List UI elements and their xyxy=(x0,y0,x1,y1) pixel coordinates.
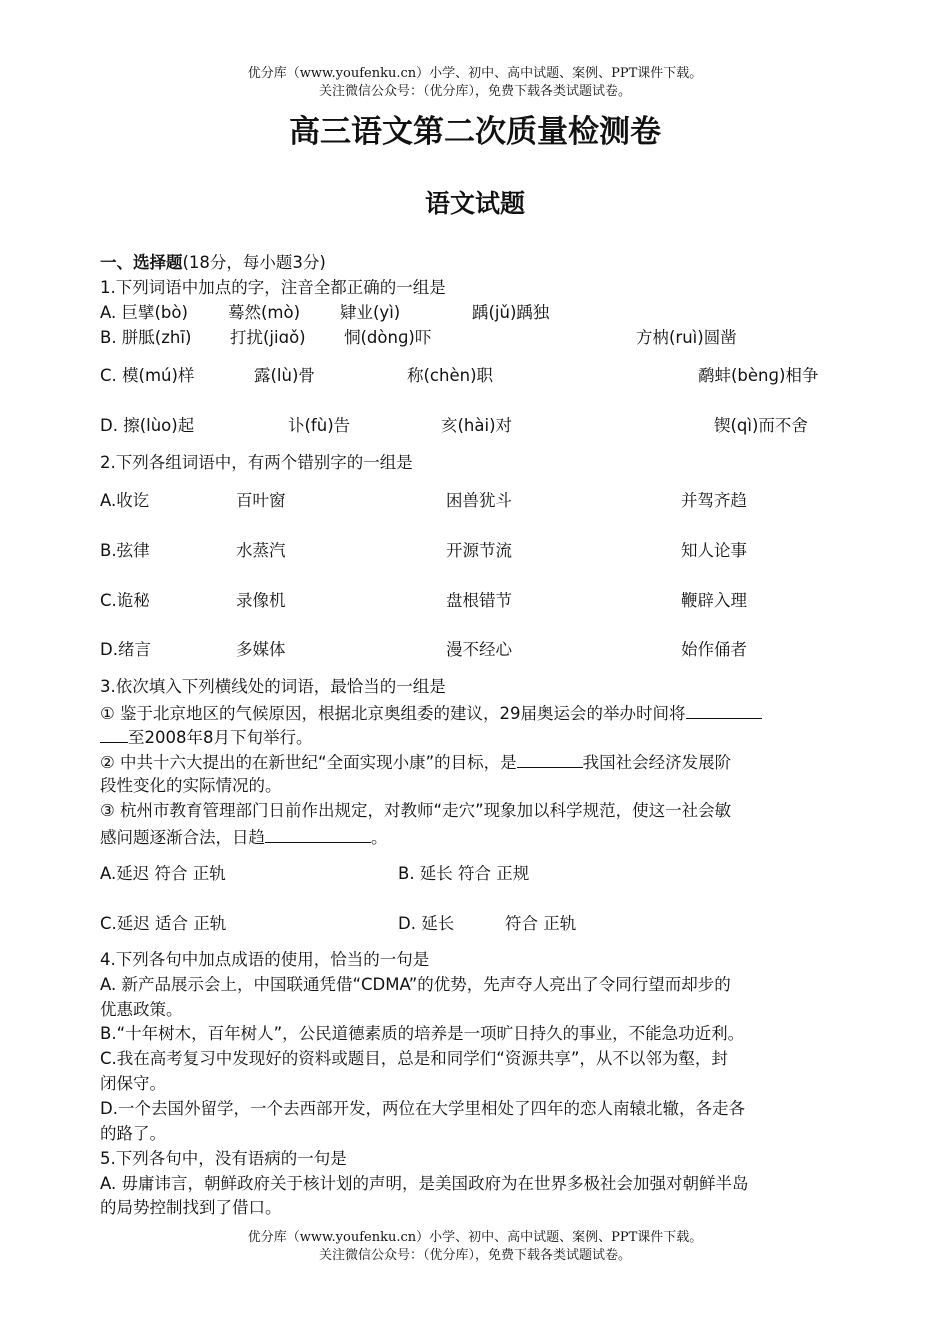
q2-c-1: C.诡秘 xyxy=(100,591,150,610)
q3-option-d-1: D. 延长 xyxy=(398,914,455,933)
q1-b-1: B. 胼胝(zhī) xyxy=(100,328,192,347)
q1-stem: 1.下列词语中加点的字，注音全都正确的一组是 xyxy=(100,278,446,297)
q3-sentence-1 xyxy=(100,702,762,724)
q4-option-d: D.一个去国外留学，一个去西部开发，两位在大学里相处了四年的恋人南辕北辙，各走各 xyxy=(100,1099,745,1118)
header-line-1: 优分库（www.youfenku.cn）小学、初中、高中试题、案例、PPT课件下载。 xyxy=(247,66,703,81)
q3-blank-2 xyxy=(517,751,583,768)
q1-b-4: 方枘(ruì)圆凿 xyxy=(636,328,737,347)
q1-c-3: 称(chèn)职 xyxy=(407,366,494,385)
q4-option-c-cont: 闭保守。 xyxy=(100,1074,166,1093)
page-subtitle: 语文试题 xyxy=(424,189,525,218)
q2-b-4: 知人论事 xyxy=(681,541,747,560)
q5-option-a-cont: 的局势控制找到了借口。 xyxy=(100,1198,282,1217)
q1-a-2: 蓦然(mò) xyxy=(228,303,301,322)
q2-b-1: B.弦律 xyxy=(100,541,150,560)
q4-option-a-cont: 优惠政策。 xyxy=(100,1000,183,1019)
q3-blank-1b xyxy=(100,726,128,743)
section-note: (18分，每小题3分) xyxy=(182,253,326,272)
q1-a-1: A. 巨擘(bò) xyxy=(100,303,188,322)
q1-d-2: 讣(fù)告 xyxy=(288,416,351,435)
q1-a-3: 肄业(yì) xyxy=(340,303,401,322)
q3-option-a: A.延迟 符合 正轨 xyxy=(100,864,226,883)
q2-stem: 2.下列各组词语中，有两个错别字的一组是 xyxy=(100,453,413,472)
q3-s1-tail: 至2008年8月下旬举行。 xyxy=(128,728,313,747)
q3-option-d-2: 符合 正轨 xyxy=(505,914,577,933)
q2-a-2: 百叶窗 xyxy=(236,491,286,510)
q1-b-3: 恫(dònɡ)吓 xyxy=(344,328,432,347)
q3-stem: 3.依次填入下列横线处的词语，最恰当的一组是 xyxy=(100,677,446,696)
q3-blank-3 xyxy=(265,826,371,843)
q1-d-1: D. 擦(lùo)起 xyxy=(100,416,195,435)
footer-line-1: 优分库（www.youfenku.cn）小学、初中、高中试题、案例、PPT课件下载。 xyxy=(247,1230,703,1245)
q1-a-4: 踽(jǔ)踽独 xyxy=(472,303,550,322)
q3-s3-text: 感问题逐渐合法，日趋 xyxy=(100,828,265,847)
q4-option-d-cont: 的路了。 xyxy=(100,1124,166,1143)
q4-stem: 4.下列各句中加点成语的使用，恰当的一句是 xyxy=(100,950,430,969)
q2-a-3: 困兽犹斗 xyxy=(446,491,512,510)
q3-sentence-3-cont xyxy=(100,826,388,848)
q3-s1-text: ① 鉴于北京地区的气候原因，根据北京奥组委的建议，29届奥运会的举办时间将 xyxy=(100,704,686,723)
header-line-2: 关注微信公众号：（优分库），免费下载各类试题试卷。 xyxy=(318,84,631,99)
q2-d-3: 漫不经心 xyxy=(446,640,512,659)
q1-d-3: 亥(hài)对 xyxy=(441,416,513,435)
q1-d-4: 锲(qì)而不舍 xyxy=(714,416,808,435)
q4-option-b: B.“十年树木，百年树人”，公民道德素质的培养是一项旷日持久的事业，不能急功近利。 xyxy=(100,1024,745,1043)
q3-option-b: B. 延长 符合 正规 xyxy=(398,864,530,883)
q3-sentence-2 xyxy=(100,751,731,773)
q1-b-2: 打扰(jiɑǒ) xyxy=(230,328,306,347)
q5-option-a: A. 毋庸讳言，朝鲜政府关于核计划的声明，是美国政府为在世界多极社会加强对朝鲜半岛 xyxy=(100,1174,749,1193)
q2-c-2: 录像机 xyxy=(236,591,286,610)
q3-sentence-2-cont: 段性变化的实际情况的。 xyxy=(100,776,282,795)
q2-c-4: 鞭辟入理 xyxy=(681,591,747,610)
page-title: 高三语文第二次质量检测卷 xyxy=(289,114,661,150)
q2-d-1: D.绪言 xyxy=(100,640,151,659)
q3-s2-text: ② 中共十六大提出的在新世纪“全面实现小康”的目标，是 xyxy=(100,753,517,772)
q3-s2-tail: 我国社会经济发展阶 xyxy=(582,753,732,772)
section-heading xyxy=(100,253,326,273)
q3-option-c: C.延迟 适合 正轨 xyxy=(100,914,227,933)
section-title: 一、选择题 xyxy=(100,253,183,272)
q1-c-4: 鹬蚌(bènɡ)相争 xyxy=(698,366,819,385)
q2-a-1: A.收讫 xyxy=(100,491,150,510)
q4-option-c: C.我在高考复习中发现好的资料或题目，总是和同学们“资源共享”，从不以邻为壑，封 xyxy=(100,1049,728,1068)
q3-sentence-1-cont xyxy=(100,726,313,748)
q2-b-2: 水蒸汽 xyxy=(236,541,286,560)
q1-c-2: 露(lù)骨 xyxy=(254,366,315,385)
q2-a-4: 并驾齐趋 xyxy=(681,491,747,510)
q1-c-1: C. 模(mú)样 xyxy=(100,366,195,385)
q3-blank-1a xyxy=(686,702,762,719)
q3-sentence-3: ③ 杭州市教育管理部门日前作出规定，对教师“走穴”现象加以科学规范，使这一社会敏 xyxy=(100,801,732,820)
q4-option-a: A. 新产品展示会上，中国联通凭借“CDMA”的优势，先声夺人亮出了令同行望而却步的 xyxy=(100,975,731,994)
q2-b-3: 开源节流 xyxy=(446,541,512,560)
footer-line-2: 关注微信公众号：（优分库），免费下载各类试题试卷。 xyxy=(318,1248,631,1263)
q2-d-4: 始作俑者 xyxy=(681,640,747,659)
q5-stem: 5.下列各句中，没有语病的一句是 xyxy=(100,1149,347,1168)
q2-d-2: 多媒体 xyxy=(236,640,286,659)
q3-s3-tail: 。 xyxy=(371,828,388,847)
q2-c-3: 盘根错节 xyxy=(446,591,512,610)
